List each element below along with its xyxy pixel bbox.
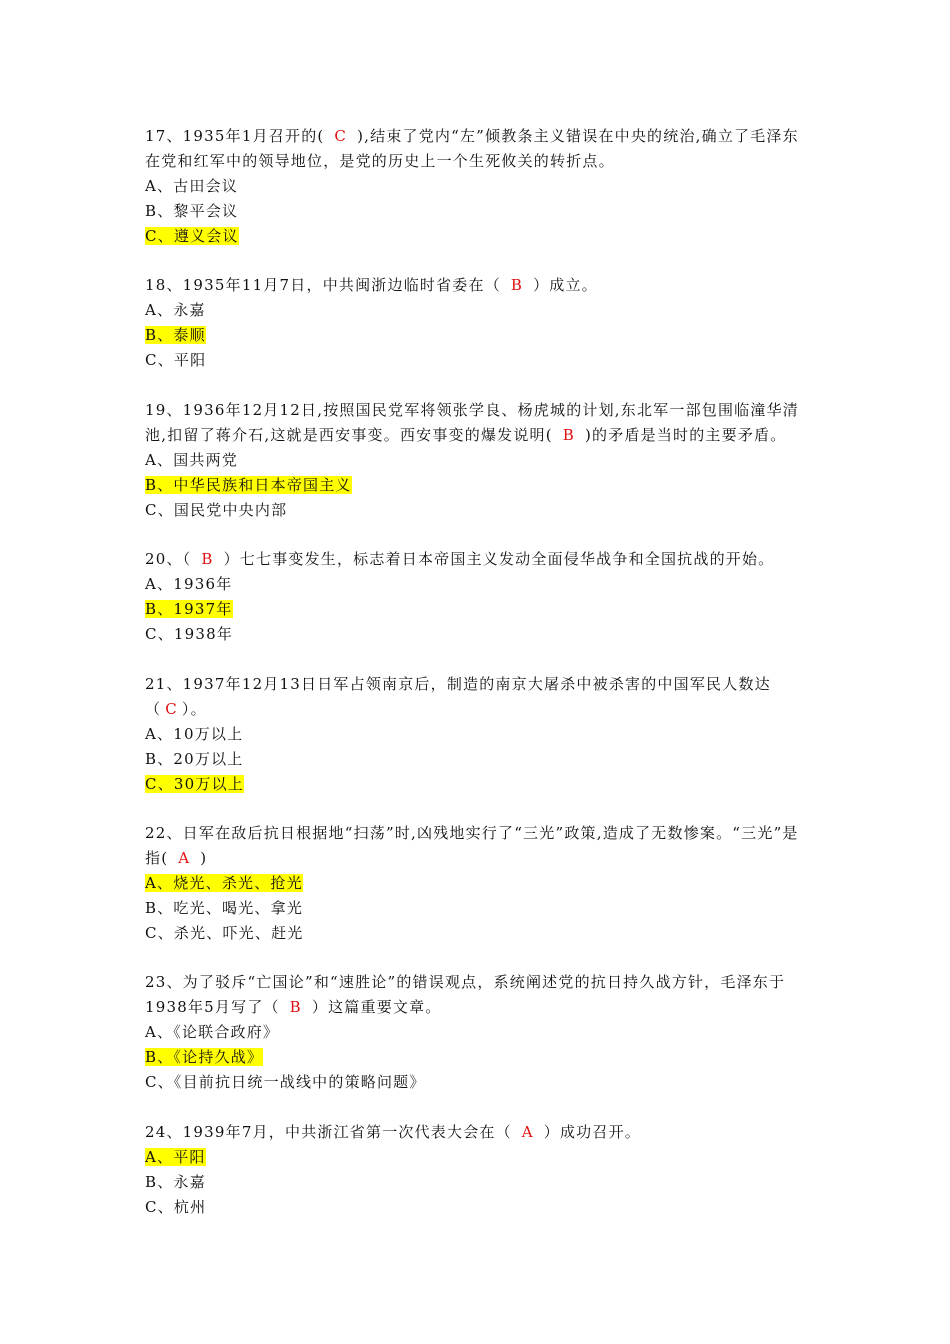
stem-text: ）。 bbox=[181, 700, 207, 718]
answer-letter: A bbox=[172, 849, 197, 867]
stem-text: 21、1937年12月13日日军占领南京后，制造的南京大屠杀中被杀害的中国军民人数达（ bbox=[145, 675, 771, 718]
question-stem bbox=[145, 821, 813, 871]
option-a: A、古田会议 bbox=[145, 177, 239, 195]
answer-letter: B bbox=[556, 426, 581, 444]
question-21 bbox=[145, 672, 813, 797]
stem-text: 18、1935年11月7日，中共闽浙边临时省委在（ bbox=[145, 276, 501, 294]
question-24 bbox=[145, 1120, 813, 1220]
option-a: A、《论联合政府》 bbox=[145, 1023, 280, 1041]
question-stem bbox=[145, 970, 813, 1020]
option-b-correct: B、1937年 bbox=[145, 600, 233, 618]
option-c: C、平阳 bbox=[145, 351, 207, 369]
stem-text: 19、1936年12月12日,按照国民党军将领张学良、杨虎城的计划,东北军一部包围临潼华清池,扣留了蒋介石,这就是西安事变。西安事变的爆发说明( bbox=[145, 401, 799, 444]
question-stem bbox=[145, 547, 813, 572]
option-c: C、杀光、吓光、赶光 bbox=[145, 924, 304, 942]
answer-letter: B bbox=[504, 276, 530, 294]
option-c: C、《目前抗日统一战线中的策略问题》 bbox=[145, 1073, 426, 1091]
question-17 bbox=[145, 124, 813, 249]
option-b-correct: B、《论持久战》 bbox=[145, 1048, 264, 1066]
question-19 bbox=[145, 398, 813, 523]
answer-letter: C bbox=[328, 127, 354, 145]
option-b: B、吃光、喝光、拿光 bbox=[145, 899, 304, 917]
answer-letter: B bbox=[283, 998, 308, 1016]
stem-text: 24、1939年7月，中共浙江省第一次代表大会在（ bbox=[145, 1123, 512, 1141]
question-22 bbox=[145, 821, 813, 946]
stem-text: 23、为了驳斥“亡国论”和“速胜论”的错误观点，系统阐述党的抗日持久战方针，毛泽东于1938年5月写了（ bbox=[145, 973, 786, 1016]
question-stem bbox=[145, 398, 813, 448]
option-c: C、杭州 bbox=[145, 1198, 207, 1216]
option-b: B、20万以上 bbox=[145, 750, 244, 768]
stem-text: 17、1935年1月召开的( bbox=[145, 127, 325, 145]
question-stem bbox=[145, 124, 813, 174]
option-a-correct: A、平阳 bbox=[145, 1148, 206, 1166]
stem-text: ）七七事变发生，标志着日本帝国主义发动全面侵华战争和全国抗战的开始。 bbox=[223, 550, 775, 568]
option-a: A、国共两党 bbox=[145, 451, 239, 469]
question-stem bbox=[145, 672, 813, 722]
option-a: A、永嘉 bbox=[145, 301, 206, 319]
stem-text: ）成功召开。 bbox=[543, 1123, 641, 1141]
question-stem bbox=[145, 1120, 813, 1145]
stem-text: )的矛盾是当时的主要矛盾。 bbox=[584, 426, 787, 444]
option-b-correct: B、泰顺 bbox=[145, 326, 206, 344]
answer-letter: C bbox=[165, 700, 178, 718]
option-b-correct: B、中华民族和日本帝国主义 bbox=[145, 476, 352, 494]
stem-text: ）成立。 bbox=[533, 276, 598, 294]
question-20 bbox=[145, 547, 813, 647]
option-b: B、黎平会议 bbox=[145, 202, 239, 220]
option-a-correct: A、烧光、杀光、抢光 bbox=[145, 874, 303, 892]
question-stem bbox=[145, 273, 813, 298]
stem-text: ) bbox=[200, 849, 208, 867]
question-18 bbox=[145, 273, 813, 373]
option-c-correct: C、遵义会议 bbox=[145, 227, 239, 245]
stem-text: 20、（ bbox=[145, 550, 192, 568]
option-a: A、1936年 bbox=[145, 575, 233, 593]
stem-text: ）这篇重要文章。 bbox=[311, 998, 442, 1016]
stem-text: 22、日军在敌后抗日根据地“扫荡”时,凶残地实行了“三光”政策,造成了无数惨案。“三光”是指( bbox=[145, 824, 799, 867]
option-c-correct: C、30万以上 bbox=[145, 775, 244, 793]
option-a: A、10万以上 bbox=[145, 725, 244, 743]
option-b: B、永嘉 bbox=[145, 1173, 206, 1191]
answer-letter: B bbox=[195, 550, 220, 568]
option-c: C、1938年 bbox=[145, 625, 234, 643]
question-23 bbox=[145, 970, 813, 1095]
answer-letter: A bbox=[515, 1123, 540, 1141]
option-c: C、国民党中央内部 bbox=[145, 501, 288, 519]
stem-text: ),结束了党内“左”倾教条主义错误在中央的统治,确立了毛泽东在党和红军中的领导地位，是党的历史上一个生死攸关的转折点。 bbox=[145, 127, 799, 170]
